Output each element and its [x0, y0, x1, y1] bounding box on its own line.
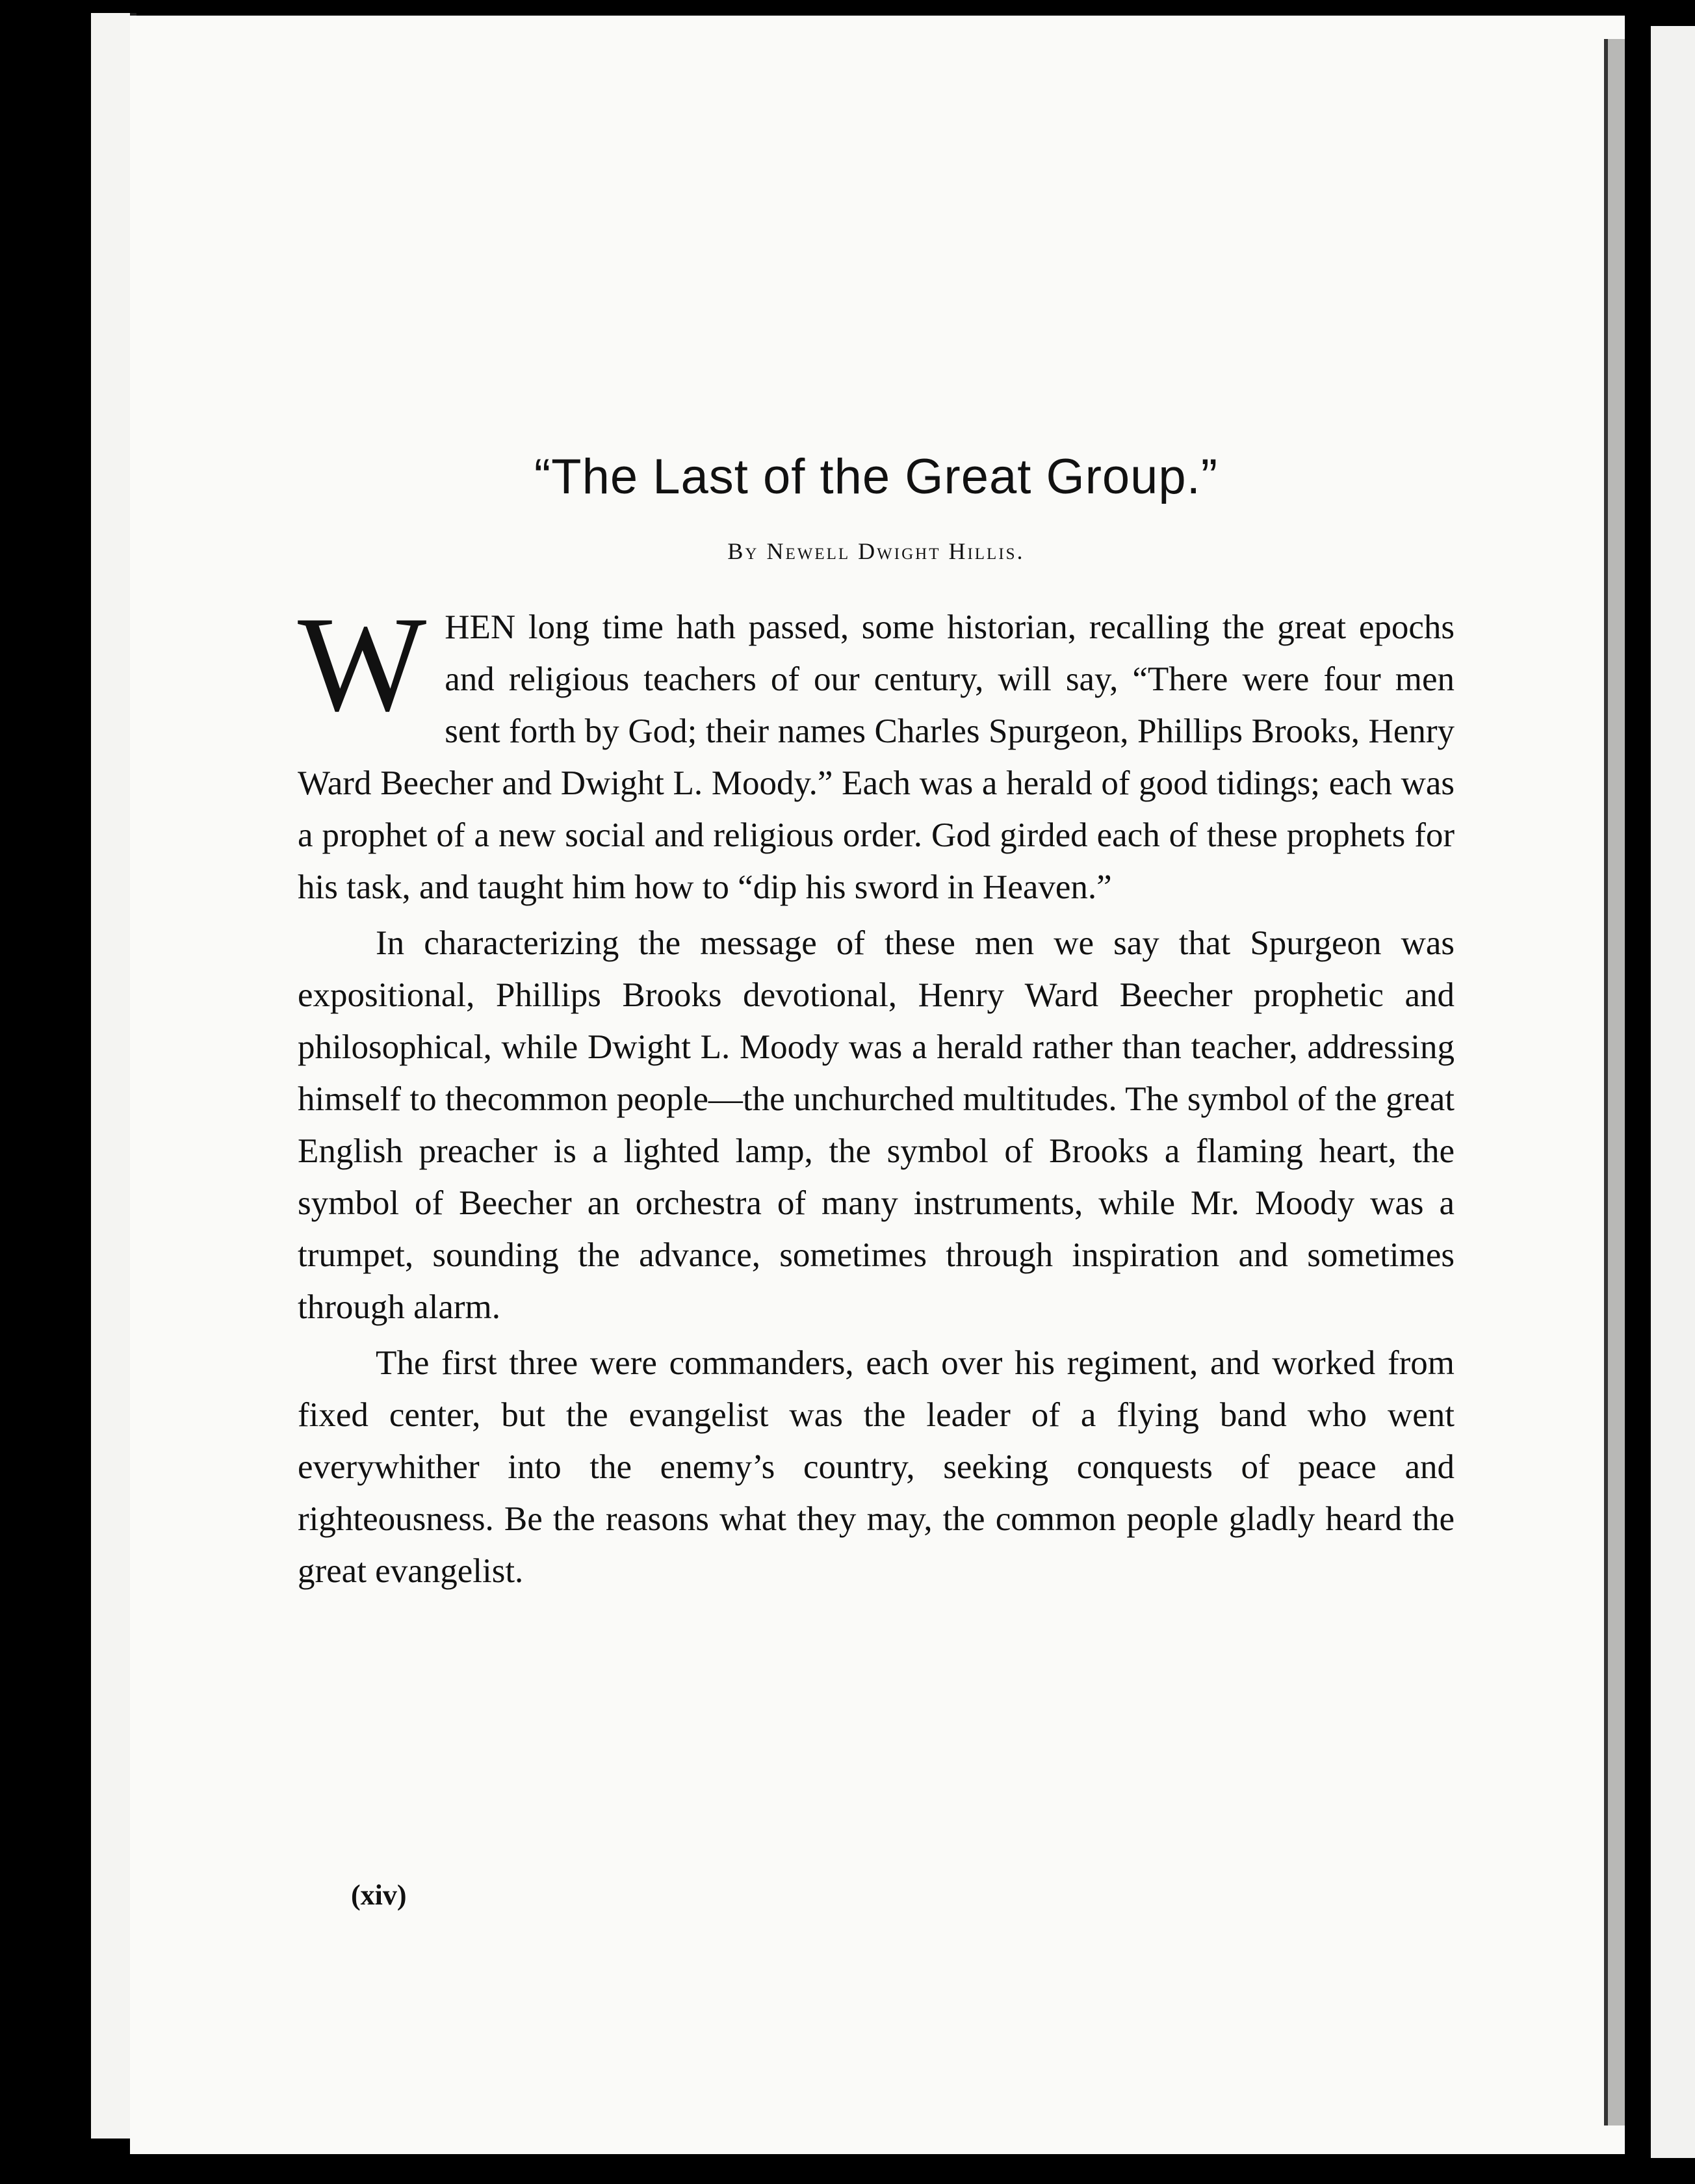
page-number: (xiv) — [351, 1879, 407, 1911]
next-page-edge — [1651, 26, 1695, 2158]
paragraph-1 — [298, 589, 1455, 913]
paragraph-3: The first three were commanders, each over his regiment, and worked from fixed center, but the evangelist was the leader of a flying band who went everywhither into the enemy’s country, seeking conquests of peace and righteousness. Be the reasons what they may, the common people gladly heard the great evangelist. — [298, 1344, 1455, 1590]
article — [298, 448, 1455, 1601]
book-gutter — [1604, 39, 1625, 2126]
article-body — [298, 589, 1455, 1597]
paragraph-2: In characterizing the message of these men we say that Spurgeon was expositional, Phillips Brooks devotional, Henry Ward Beecher prophetic and philosophical, while Dwight L. Moody was a herald rather than teacher, addressing himself to thecommon people—the unchurched multitudes. The symbol of the great English preacher is a lighted lamp, the symbol of Brooks a flaming heart, the symbol of Beecher an orchestra of many instruments, while Mr. Moody was a trumpet, sounding the advance, sometimes through inspiration and sometimes through alarm. — [298, 924, 1455, 1326]
article-title: “The Last of the Great Group.” — [534, 449, 1219, 504]
paragraph-1-text: HEN long time hath passed, some historian, recalling the great epochs and religious teachers of our century, will say, “There were four men sent forth by God; their names Charles Spurgeon, Phillips Brooks, Henry Ward Beecher and Dwight L. Moody.” Each was a herald of good tidings; each was a prophet of a new social and religious order. God girded each of these prophets for his task, and taught him how to “dip his sword in Heaven.” — [298, 608, 1455, 906]
drop-cap: W — [298, 589, 427, 740]
article-byline: By Newell Dwight Hillis. — [727, 538, 1025, 564]
